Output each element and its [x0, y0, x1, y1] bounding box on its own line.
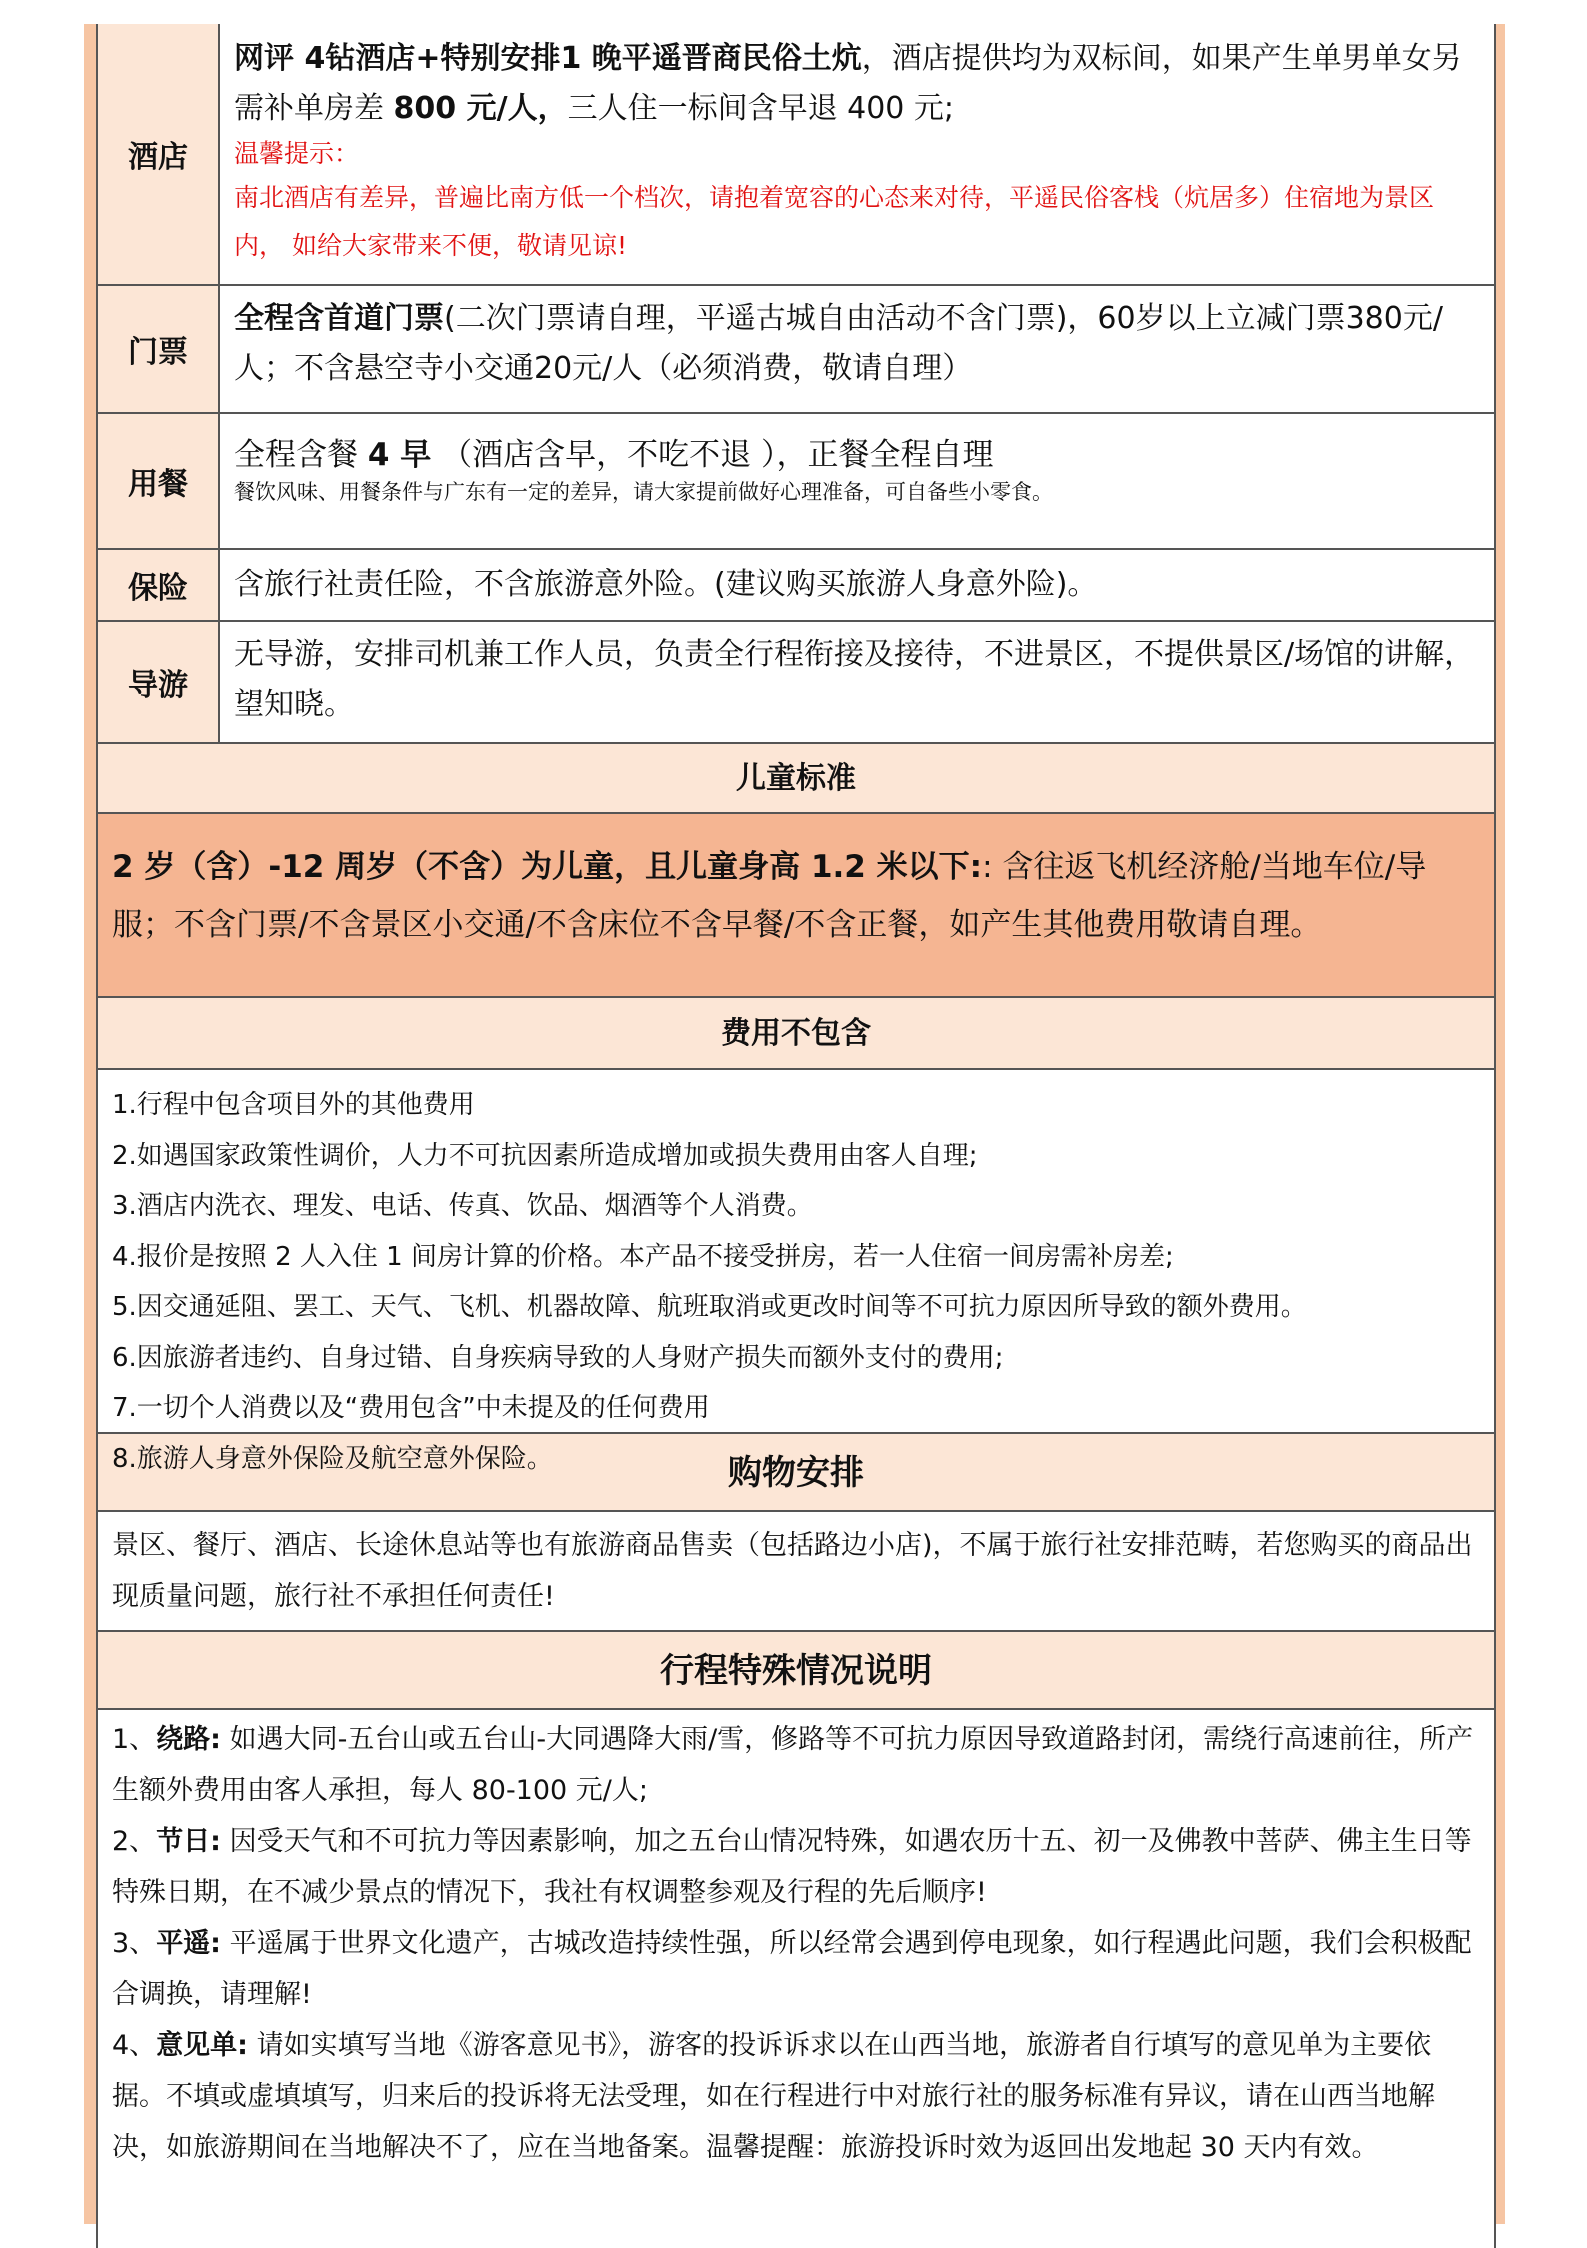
special-item-number: 3、 [112, 1928, 157, 1959]
hotel-label: 酒店 [98, 24, 220, 284]
ticket-highlight: 全程含首道门票 [234, 301, 444, 336]
insurance-label: 保险 [98, 550, 220, 620]
exclude-item: 2.如遇国家政策性调价，人力不可抗因素所造成增加或损失费用由客人自理; [112, 1140, 978, 1171]
hotel-highlight: 网评 4钻酒店+特别安排1 晚平遥晋商民俗土炕 [234, 41, 862, 76]
hotel-content [220, 24, 1494, 284]
hotel-tip-title: 温馨提示： [234, 139, 360, 168]
special-item-key: 意见单: [156, 2030, 248, 2061]
child-policy: : 含往返飞机经济舱/当地车位/导服；不含门票/不含景区小交通/不含床位不含早餐/不含正餐，如产生其他费用敬请自理。 [112, 849, 1427, 943]
special-item-number: 2、 [112, 1826, 157, 1857]
meal-text: 全程含餐 [234, 437, 368, 473]
ticket-text: (二次门票请自理，平遥古城自由活动不含门票)，60岁以上立减门票380元/人；不含悬空寺小交通20元/人（必须消费，敬请自理） [234, 301, 1443, 386]
meal-row [96, 414, 1496, 550]
guide-label: 导游 [98, 622, 220, 742]
special-section-header: 行程特殊情况说明 [96, 1632, 1496, 1710]
guide-content: 无导游，安排司机兼工作人员，负责全行程衔接及接待，不进景区，不提供景区/场馆的讲解，望知晓。 [234, 637, 1475, 722]
exclude-item: 1.行程中包含项目外的其他费用 [112, 1090, 475, 1120]
special-item [112, 1816, 1480, 1918]
itinerary-document [96, 24, 1496, 2248]
child-section-header: 儿童标准 [96, 744, 1496, 814]
hotel-text: ，酒店提供均为双标间，如果产生单男单女另需补单房差 [234, 41, 1462, 126]
meal-breakfast-count: 4 早 [367, 437, 432, 473]
exclude-item: 7.一切个人消费以及“费用包含”中未提及的任何费用 [112, 1393, 710, 1423]
exclude-item: 8.旅游人身意外保险及航空意外保险。 [112, 1443, 553, 1474]
shopping-section-header: 购物安排 [96, 1434, 1496, 1512]
special-item-number: 1、 [112, 1724, 157, 1755]
special-item-text: 请如实填写当地《游客意见书》，游客的投诉诉求以在山西当地，旅游者自行填写的意见单为主要依据。不填或虚填填写，归来后的投诉将无法受理，如在行程进行中对旅行社的服务标准有异议，请在山西当地解决，如旅游期间在当地解决不了，应在当地备案。温馨提醒：旅游投诉时效为返回出发地起 30 天内有效。 [112, 2030, 1435, 2163]
exclude-item: 6.因旅游者违约、自身过错、自身疾病导致的人身财产损失而额外支付的费用; [112, 1342, 1004, 1373]
special-item-key: 绕路: [156, 1724, 221, 1755]
ticket-row [96, 286, 1496, 414]
shopping-content: 景区、餐厅、酒店、长途休息站等也有旅游商品售卖（包括路边小店)，不属于旅行社安排范畴，若您购买的商品出现质量问题，旅行社不承担任何责任! [96, 1512, 1496, 1632]
ticket-content [220, 286, 1494, 412]
ticket-label: 门票 [98, 286, 220, 412]
special-item-number: 4、 [112, 2030, 157, 2061]
insurance-row [96, 550, 1496, 622]
meal-content [220, 414, 1494, 548]
special-item-text: 如遇大同-五台山或五台山-大同遇降大雨/雪，修路等不可抗力原因导致道路封闭，需绕行高速前往，所产生额外费用由客人承担，每人 80-100 元/人; [112, 1724, 1474, 1806]
special-item [112, 2020, 1480, 2173]
special-item-text: 平遥属于世界文化遗产，古城改造持续性强，所以经常会遇到停电现象，如行程遇此问题，我们会积极配合调换，请理解! [112, 1928, 1472, 2010]
special-item-key: 平遥: [156, 1928, 221, 1959]
exclude-section-header: 费用不包含 [96, 998, 1496, 1070]
child-section-content [96, 814, 1496, 998]
special-item [112, 1918, 1480, 2020]
triple-room-note: 三人住一标间含早退 400 元; [567, 91, 955, 126]
hotel-tip-text: 南北酒店有差异，普遍比南方低一个档次，请抱着宽容的心态来对待，平遥民俗客栈（炕居多）住宿地为景区内， 如给大家带来不便，敬请见谅! [234, 183, 1435, 260]
special-item-text: 因受天气和不可抗力等因素影响，加之五台山情况特殊，如遇农历十五、初一及佛教中菩萨、佛主生日等特殊日期，在不减少景点的情况下，我社有权调整参观及行程的先后顺序! [112, 1826, 1472, 1908]
hotel-row [96, 24, 1496, 286]
exclude-item: 4.报价是按照 2 人入住 1 间房计算的价格。本产品不接受拼房，若一人住宿一间房需补房差; [112, 1241, 1174, 1272]
single-room-supplement: 800 元/人， [393, 91, 568, 126]
special-item [112, 1714, 1480, 1816]
special-list [96, 1710, 1496, 2248]
guide-row [96, 622, 1496, 744]
exclude-item: 5.因交通延阻、罢工、天气、飞机、机器故障、航班取消或更改时间等不可抗力原因所导致的额外费用。 [112, 1292, 1307, 1322]
meal-note: 餐饮风味、用餐条件与广东有一定的差异，请大家提前做好心理准备，可自备些小零食。 [234, 480, 1053, 504]
meal-text-2: （酒店含早，不吃不退 ），正餐全程自理 [431, 437, 994, 473]
insurance-content: 含旅行社责任险，不含旅游意外险。(建议购买旅游人身意外险)。 [234, 567, 1098, 602]
exclude-item: 3.酒店内洗衣、理发、电话、传真、饮品、烟酒等个人消费。 [112, 1191, 813, 1221]
child-definition: 2 岁（含）-12 周岁（不含）为儿童，且儿童身高 1.2 米以下: [112, 849, 983, 885]
special-item-key: 节日: [156, 1826, 221, 1857]
meal-label: 用餐 [98, 414, 220, 548]
